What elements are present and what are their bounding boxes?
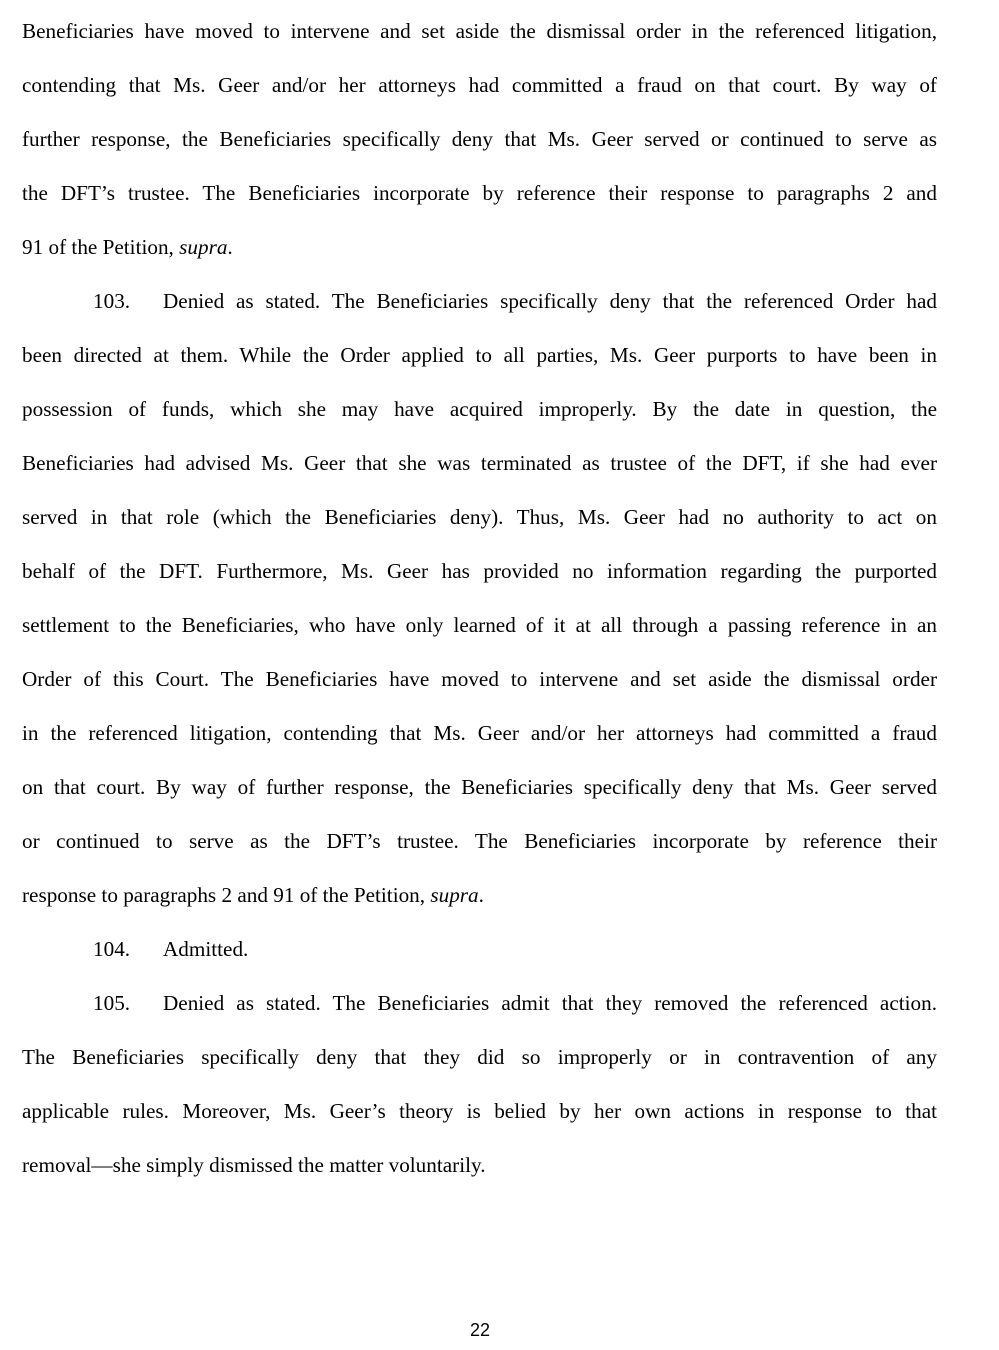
text-line: possession of funds, which she may have acquired improperly. By the date in question, the — [22, 397, 937, 421]
text-line: applicable rules. Moreover, Ms. Geer’s theory is belied by her own actions in response to that — [22, 1099, 937, 1123]
page-number: 22 — [469, 1320, 491, 1340]
paragraph-number: 105. — [93, 991, 131, 1015]
text-line: contending that Ms. Geer and/or her attorneys had committed a fraud on that court. By way of — [22, 73, 937, 97]
text-segment: Denied as stated. The Beneficiaries admit that they removed the referenced action. — [163, 991, 937, 1015]
text-line-last: removal—she simply dismissed the matter voluntarily. — [22, 1153, 486, 1177]
italic-citation: supra — [179, 235, 228, 259]
paragraph-104 — [22, 922, 937, 976]
text-segment: response to paragraphs 2 and 91 of the Petition, — [22, 883, 431, 907]
text-line: The Beneficiaries specifically deny that they did so improperly or in contravention of any — [22, 1045, 937, 1069]
text-line-last — [22, 220, 937, 274]
text-segment: Admitted. — [163, 937, 249, 961]
paragraph-number: 103. — [93, 289, 131, 313]
text-line: or continued to serve as the DFT’s trustee. The Beneficiaries incorporate by reference their — [22, 829, 937, 853]
text-line: the DFT’s trustee. The Beneficiaries incorporate by reference their response to paragraphs 2 and — [22, 181, 937, 205]
text-line: Beneficiaries have moved to intervene and set aside the dismissal order in the referenced litigation, — [22, 19, 937, 43]
text-line: on that court. By way of further response, the Beneficiaries specifically deny that Ms. Geer served — [22, 775, 937, 799]
text-segment: . — [227, 235, 233, 259]
italic-citation: supra — [430, 883, 479, 907]
text-line: Beneficiaries had advised Ms. Geer that she was terminated as trustee of the DFT, if she had ever — [22, 451, 937, 475]
text-line-last — [22, 868, 937, 922]
text-segment: 91 of the Petition, — [22, 235, 180, 259]
text-line: Order of this Court. The Beneficiaries have moved to intervene and set aside the dismissal order — [22, 667, 937, 691]
text-line: further response, the Beneficiaries specifically deny that Ms. Geer served or continued to serve as — [22, 127, 937, 151]
text-line: settlement to the Beneficiaries, who have only learned of it at all through a passing reference in an — [22, 613, 937, 637]
text-line: been directed at them. While the Order applied to all parties, Ms. Geer purports to have been in — [22, 343, 937, 367]
paragraph-number: 104. — [93, 937, 131, 961]
text-segment: . — [478, 883, 484, 907]
text-line-first — [22, 976, 937, 1030]
text-line: in the referenced litigation, contending that Ms. Geer and/or her attorneys had committed a fraud — [22, 721, 937, 745]
document-body — [22, 4, 937, 1192]
continuation-paragraph — [22, 4, 937, 274]
text-segment: Denied as stated. The Beneficiaries specifically deny that the referenced Order had — [163, 289, 937, 313]
text-line: served in that role (which the Beneficiaries deny). Thus, Ms. Geer had no authority to act on — [22, 505, 937, 529]
paragraph-103 — [22, 274, 937, 922]
text-line-first — [22, 274, 937, 328]
text-line-first — [22, 922, 937, 976]
paragraph-105 — [22, 976, 937, 1192]
text-line: behalf of the DFT. Furthermore, Ms. Geer has provided no information regarding the purported — [22, 559, 937, 583]
